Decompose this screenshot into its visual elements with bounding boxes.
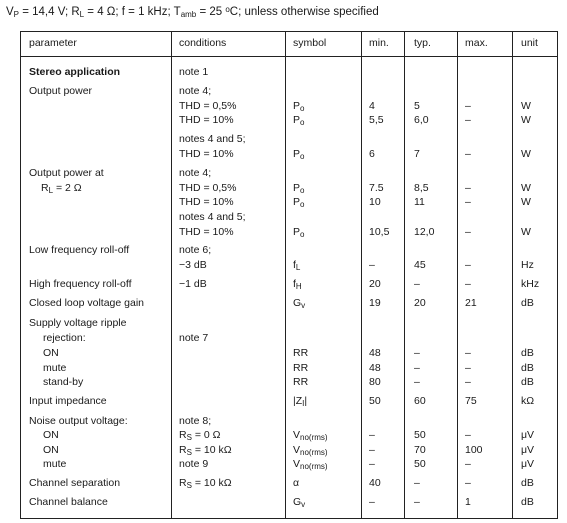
typ-cell: 50 xyxy=(414,429,426,441)
symbol-sub: o xyxy=(300,118,305,127)
heading-sub: P xyxy=(13,10,20,19)
header-unit: unit xyxy=(521,37,538,49)
max-cell: 1 xyxy=(465,496,471,508)
symbol-cell: α xyxy=(293,477,300,489)
parameter-cell: ON xyxy=(43,444,59,456)
max-cell: – xyxy=(465,259,471,271)
characteristics-table xyxy=(20,31,558,519)
parameter-cell: Closed loop voltage gain xyxy=(29,297,144,309)
symbol-text: G xyxy=(293,496,302,508)
typ-cell: – xyxy=(414,362,420,374)
condition-sub: S xyxy=(186,433,192,442)
typ-cell: 70 xyxy=(414,444,426,456)
condition-cell: THD = 10% xyxy=(179,114,234,126)
symbol-cell xyxy=(293,100,304,113)
symbol-sub: L xyxy=(295,263,301,272)
condition-cell: −3 dB xyxy=(179,259,207,271)
condition-text: = 10 kΩ xyxy=(191,477,232,489)
condition-cell: note 9 xyxy=(179,458,209,470)
symbol-sub: no(rms) xyxy=(300,448,328,457)
parameter-cell: rejection: xyxy=(43,332,86,344)
max-cell: – xyxy=(465,226,471,238)
condition-cell xyxy=(179,477,232,490)
header-min: min. xyxy=(369,37,389,49)
symbol-cell xyxy=(293,458,328,471)
column-divider xyxy=(285,32,286,518)
min-cell: 10 xyxy=(369,196,381,208)
symbol-cell xyxy=(293,429,328,442)
symbol-sub: o xyxy=(300,104,305,113)
parameter-cell: Output power xyxy=(29,85,93,97)
unit-cell: dB xyxy=(521,496,534,508)
symbol-cell xyxy=(293,182,304,195)
min-cell: – xyxy=(369,429,375,441)
max-cell: 100 xyxy=(465,444,483,456)
unit-cell: dB xyxy=(521,362,534,374)
typ-cell: 8,5 xyxy=(414,182,429,194)
typ-cell: – xyxy=(414,347,420,359)
symbol-sub: o xyxy=(300,230,305,239)
header-max: max. xyxy=(465,37,488,49)
typ-cell: 6,0 xyxy=(414,114,429,126)
unit-cell: μV xyxy=(521,444,535,456)
condition-cell: note 4; xyxy=(179,167,212,179)
symbol-text: P xyxy=(293,226,301,238)
parameter-text: = 2 Ω xyxy=(53,182,82,194)
unit-cell: μV xyxy=(521,429,535,441)
column-divider xyxy=(512,32,513,518)
symbol-sub: I xyxy=(302,399,305,408)
symbol-text: V xyxy=(293,458,301,470)
max-cell: – xyxy=(465,477,471,489)
parameter-text: R xyxy=(41,182,49,194)
symbol-text: V xyxy=(293,444,301,456)
symbol-text: | xyxy=(304,395,308,407)
min-cell: 40 xyxy=(369,477,381,489)
column-divider xyxy=(457,32,458,518)
symbol-text: V xyxy=(293,429,301,441)
min-cell: 48 xyxy=(369,362,381,374)
symbol-sub: no(rms) xyxy=(300,433,328,442)
condition-cell: note 8; xyxy=(179,415,212,427)
unit-cell: W xyxy=(521,114,531,126)
symbol-cell xyxy=(293,496,305,509)
symbol-cell: RR xyxy=(293,362,309,374)
parameter-cell: Channel balance xyxy=(29,496,108,508)
column-divider xyxy=(361,32,362,518)
condition-text: = 10 kΩ xyxy=(191,444,232,456)
min-cell: – xyxy=(369,444,375,456)
heading-text: C; unless otherwise specified xyxy=(229,6,379,18)
condition-cell: THD = 0,5% xyxy=(179,182,237,194)
heading-text: = 4 Ω; f = 1 kHz; T xyxy=(84,6,181,18)
condition-cell: THD = 10% xyxy=(179,148,234,160)
min-cell: 5,5 xyxy=(369,114,384,126)
unit-cell: kHz xyxy=(521,278,540,290)
condition-sub: S xyxy=(186,481,192,490)
min-cell: 19 xyxy=(369,297,381,309)
unit-cell: W xyxy=(521,226,531,238)
max-cell: – xyxy=(465,362,471,374)
symbol-cell xyxy=(293,297,305,310)
condition-cell: note 6; xyxy=(179,244,212,256)
max-cell: – xyxy=(465,278,471,290)
unit-cell: kΩ xyxy=(521,395,535,407)
max-cell: – xyxy=(465,114,471,126)
condition-text: R xyxy=(179,429,187,441)
typ-cell: – xyxy=(414,477,420,489)
typ-cell: – xyxy=(414,496,420,508)
condition-cell xyxy=(179,429,221,442)
max-cell: – xyxy=(465,182,471,194)
unit-cell: dB xyxy=(521,297,534,309)
unit-cell: W xyxy=(521,148,531,160)
symbol-text: P xyxy=(293,100,301,112)
parameter-cell: Output power at xyxy=(29,167,104,179)
symbol-cell xyxy=(293,278,302,291)
unit-cell: Hz xyxy=(521,259,534,271)
condition-cell: −1 dB xyxy=(179,278,207,290)
typ-cell: 20 xyxy=(414,297,426,309)
parameter-cell xyxy=(41,182,82,195)
max-cell: – xyxy=(465,429,471,441)
min-cell: 7.5 xyxy=(369,182,384,194)
min-cell: 4 xyxy=(369,100,375,112)
condition-cell: note 7 xyxy=(179,332,209,344)
unit-cell: W xyxy=(521,182,531,194)
symbol-cell xyxy=(293,259,300,272)
symbol-cell xyxy=(293,444,328,457)
max-cell: – xyxy=(465,347,471,359)
unit-cell: dB xyxy=(521,347,534,359)
parameter-cell: Input impedance xyxy=(29,395,107,407)
section-title: Stereo application xyxy=(29,66,121,78)
header-conditions: conditions xyxy=(179,37,227,49)
condition-cell: THD = 10% xyxy=(179,226,234,238)
condition-text: = 0 Ω xyxy=(191,429,221,441)
symbol-text: P xyxy=(293,148,301,160)
unit-cell: μV xyxy=(521,458,535,470)
parameter-cell: Channel separation xyxy=(29,477,121,489)
max-cell: 75 xyxy=(465,395,477,407)
condition-text: R xyxy=(179,477,187,489)
condition-cell: THD = 0,5% xyxy=(179,100,237,112)
typ-cell: 7 xyxy=(414,148,420,160)
typ-cell: – xyxy=(414,376,420,388)
min-cell: 48 xyxy=(369,347,381,359)
column-divider xyxy=(404,32,405,518)
typ-cell: – xyxy=(414,278,420,290)
condition-text: R xyxy=(179,444,187,456)
max-cell: – xyxy=(465,458,471,470)
condition-cell xyxy=(179,444,232,457)
parameter-cell: ON xyxy=(43,429,59,441)
heading-text: = 14,4 V; R xyxy=(19,6,80,18)
condition-cell: THD = 10% xyxy=(179,196,234,208)
heading-sub: amb xyxy=(180,10,197,19)
max-cell: 21 xyxy=(465,297,477,309)
symbol-cell xyxy=(293,114,304,127)
parameter-cell: High frequency roll-off xyxy=(29,278,132,290)
header-parameter: parameter xyxy=(29,37,77,49)
parameter-cell: mute xyxy=(43,362,67,374)
symbol-text: P xyxy=(293,196,301,208)
typ-cell: 5 xyxy=(414,100,420,112)
heading-text: = 25 xyxy=(196,6,226,18)
parameter-cell: Noise output voltage: xyxy=(29,415,128,427)
condition-cell: notes 4 and 5; xyxy=(179,211,246,223)
max-cell: – xyxy=(465,196,471,208)
symbol-sub: no(rms) xyxy=(300,462,328,471)
condition-cell: note 1 xyxy=(179,66,209,78)
symbol-sub: v xyxy=(301,500,306,509)
min-cell: 20 xyxy=(369,278,381,290)
heading-text: V xyxy=(6,6,14,18)
symbol-cell: RR xyxy=(293,376,309,388)
table-heading xyxy=(6,6,379,18)
symbol-sub: o xyxy=(300,186,305,195)
typ-cell: 50 xyxy=(414,458,426,470)
unit-cell: W xyxy=(521,100,531,112)
min-cell: – xyxy=(369,496,375,508)
min-cell: 10,5 xyxy=(369,226,390,238)
unit-cell: dB xyxy=(521,376,534,388)
symbol-text: P xyxy=(293,182,301,194)
symbol-cell xyxy=(293,226,304,239)
parameter-cell: stand-by xyxy=(43,376,84,388)
min-cell: 6 xyxy=(369,148,375,160)
heading-sup: o xyxy=(225,5,230,14)
parameter-cell: Low frequency roll-off xyxy=(29,244,130,256)
parameter-cell: ON xyxy=(43,347,59,359)
condition-cell: notes 4 and 5; xyxy=(179,133,246,145)
typ-cell: 11 xyxy=(414,196,425,208)
max-cell: – xyxy=(465,148,471,160)
parameter-sub: L xyxy=(48,186,54,195)
header-symbol: symbol xyxy=(293,37,327,49)
symbol-cell xyxy=(293,148,304,161)
symbol-sub: o xyxy=(300,200,305,209)
min-cell: – xyxy=(369,259,375,271)
min-cell: 80 xyxy=(369,376,381,388)
symbol-cell xyxy=(293,196,304,209)
typ-cell: 60 xyxy=(414,395,426,407)
max-cell: – xyxy=(465,100,471,112)
unit-cell: dB xyxy=(521,477,534,489)
symbol-cell: RR xyxy=(293,347,309,359)
symbol-text: f xyxy=(293,278,296,290)
symbol-sub: o xyxy=(300,152,305,161)
column-divider xyxy=(171,32,172,518)
symbol-text: P xyxy=(293,114,301,126)
parameter-cell: Supply voltage ripple xyxy=(29,317,127,329)
symbol-sub: H xyxy=(295,282,302,291)
symbol-sub: v xyxy=(301,301,306,310)
max-cell: – xyxy=(465,376,471,388)
heading-sub: L xyxy=(79,10,85,19)
min-cell: – xyxy=(369,458,375,470)
parameter-cell: mute xyxy=(43,458,67,470)
symbol-text: f xyxy=(293,259,296,271)
symbol-text: G xyxy=(293,297,302,309)
condition-sub: S xyxy=(186,448,192,457)
min-cell: 50 xyxy=(369,395,381,407)
condition-cell: note 4; xyxy=(179,85,212,97)
symbol-cell xyxy=(293,395,307,408)
typ-cell: 45 xyxy=(414,259,426,271)
typ-cell: 12,0 xyxy=(414,226,435,238)
unit-cell: W xyxy=(521,196,531,208)
symbol-text: |Z xyxy=(293,395,303,407)
header-divider xyxy=(21,56,557,57)
header-typ: typ. xyxy=(414,37,431,49)
